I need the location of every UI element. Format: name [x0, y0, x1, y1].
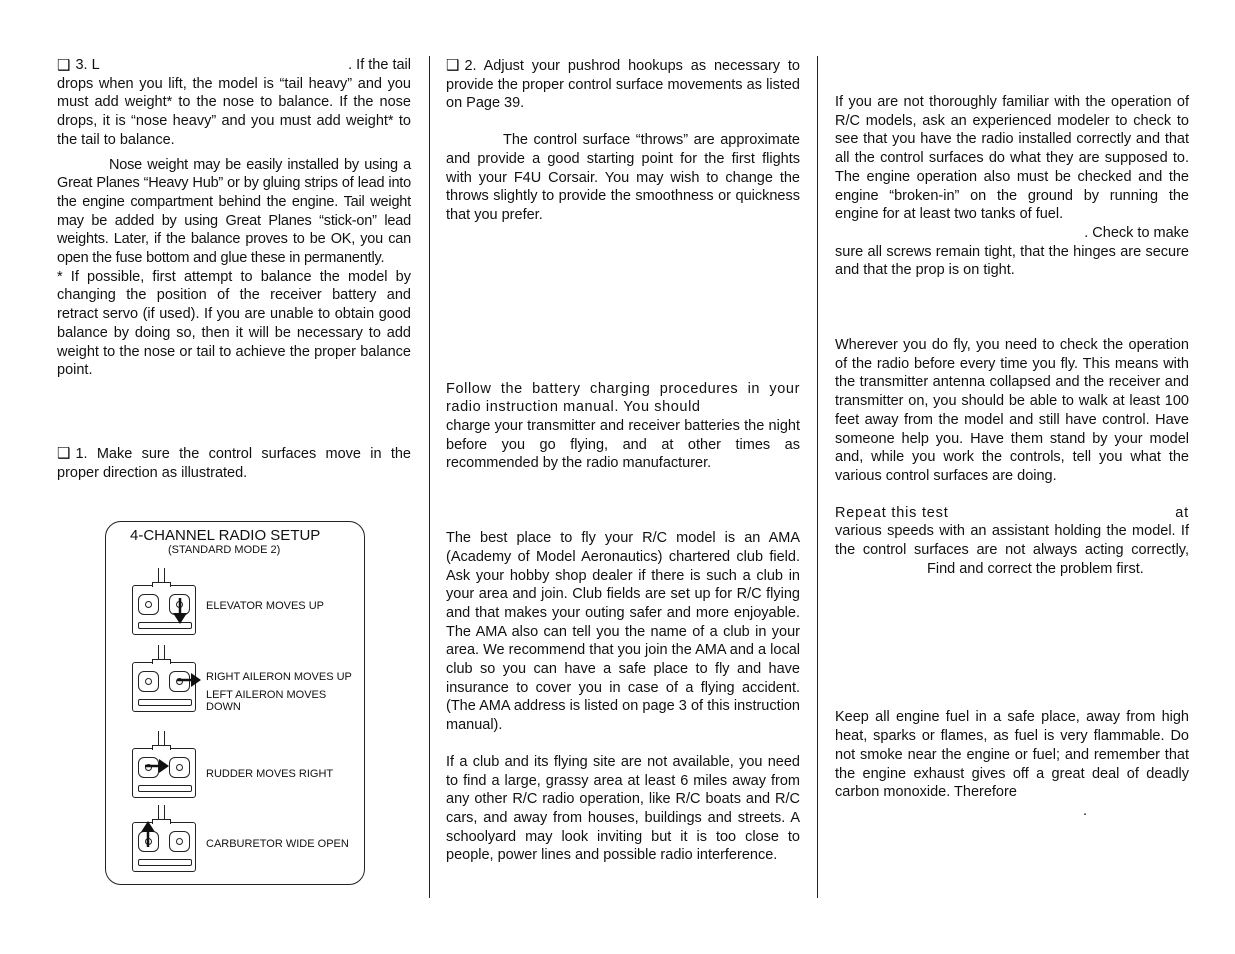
flying-site-alternative: If a club and its flying site are not available, you need to find a large, grassy area at least 6 miles away from any other R/C radio operation, like R/C boats and R/C cars, and away from houses, buildings and streets. A schoolyard may look inviting but it is too close to people, power lines and possible radio interference.	[446, 753, 800, 864]
balance-step-3: ❑ 3. L . If the tail	[57, 56, 411, 74]
checkbox-icon[interactable]: ❑	[446, 56, 460, 74]
column-2	[446, 56, 800, 865]
label-aileron-right: RIGHT AILERON MOVES UP	[206, 671, 352, 683]
ground-check-rest: sure all screws remain tight, that the hinges are secure and that the prop is on tight.	[835, 243, 1189, 279]
ground-check-cont: . Check to make	[1084, 224, 1189, 241]
arrow-down-icon	[173, 598, 187, 624]
fuel-safety-end: .	[1083, 802, 1088, 819]
column-3	[835, 56, 1189, 821]
repeat-test-text: various speeds with an assistant holding the model. If the control surfaces are not always acting correctly,Find and correct the problem first.	[835, 523, 1189, 577]
battery-charging-text-cont: charge your transmitter and receiver batteries the night before you go flying, and at other times as recommended by the radio manufacturer.	[446, 418, 800, 472]
label-rudder: RUDDER MOVES RIGHT	[206, 768, 334, 780]
ground-check-text: If you are not thoroughly familiar with the operation of R/C models, ask an experienced modeler to check to see that you have the radio installed correctly and that all the control surfaces do what they are supposed to. The engine operation also must be checked and the engine “broken-in” on the ground by running the engine for at least two tanks of fuel.	[835, 94, 1189, 223]
control-check-step-2: ❑ 2. Adjust your pushrod hookups as necessary to provide the proper control surface movements as listed on Page 39.	[446, 56, 800, 112]
checkbox-icon[interactable]: ❑	[57, 443, 71, 462]
diagram-title: 4-CHANNEL RADIO SETUP	[130, 527, 321, 544]
arrow-right-icon	[177, 673, 201, 687]
transmitter-elevator	[132, 585, 196, 635]
arrow-up-icon	[141, 821, 155, 847]
checkbox-icon[interactable]: ❑	[57, 56, 71, 74]
label-carburetor: CARBURETOR WIDE OPEN	[206, 838, 349, 850]
transmitter-rudder	[132, 748, 196, 798]
label-elevator: ELEVATOR MOVES UP	[206, 600, 324, 612]
radio-setup-diagram	[105, 521, 365, 885]
transmitter-aileron	[132, 662, 196, 712]
column-divider-left	[429, 56, 430, 898]
balance-footnote: * If possible, first attempt to balance the model by changing the position of the receiver battery and retract servo (if used). If you are unable to obtain good balance by doing so, then it will be necessary to add weight to the nose or tail to achieve the proper balance point.	[57, 268, 411, 379]
balance-step-3-body: drops when you lift, the model is “tail heavy” and you must add weight* to the nose to balance. If the nose drops, it is “nose heavy” and you must add weight* to the tail to balance.	[57, 75, 411, 148]
control-check-step-1: ❑ 1. Make sure the control surfaces move in the proper direction as illustrated.	[57, 443, 411, 481]
nose-weight-note: Nose weight may be easily installed by using a Great Planes “Heavy Hub” or by gluing strips of lead into the engine compartment behind the engine. Tail weight may be added by using Great Planes “stick-on” lead weights. Later, if the balance proves to be OK, you can open the fuse bottom and glue these in permanently.	[57, 156, 411, 267]
arrow-right-icon	[145, 759, 169, 773]
repeat-test-line: Repeat this test at	[835, 504, 1189, 521]
range-check-text: Wherever you do fly, you need to check the operation of the radio before every time you fly. This means with the transmitter antenna collapsed and the receiver and transmitter on, you should be able to walk at least 100 feet away from the model and still have control. Have someone help you. Have them stand by your model and, while you work the controls, tell you what the various control surfaces are doing.	[835, 337, 1189, 484]
flying-site-ama: The best place to fly your R/C model is an AMA (Academy of Model Aeronautics) chartered club field. Ask your hobby shop dealer if there is such a club in your area and join. Club fields are set up for R/C flying and that makes your outing safer and more enjoyable. The AMA also can tell you the name of a club in your area. We recommend that you join the AMA and a local club so you can have a safe place to fly and have insurance to cover you in case of a flying accident. (The AMA address is listed on page 3 of this instruction manual).	[446, 530, 800, 734]
diagram-subtitle: (STANDARD MODE 2)	[168, 544, 281, 556]
throws-note: The control surface “throws” are approximate and provide a good starting point for the first flights with your F4U Corsair. You may wish to change the throws slightly to provide the smoothness or quickness that you prefer.	[446, 132, 800, 223]
column-divider-right	[817, 56, 818, 898]
label-aileron-left: LEFT AILERON MOVES DOWN	[206, 689, 327, 713]
fuel-safety-text: Keep all engine fuel in a safe place, away from high heat, sparks or flames, as fuel is very flammable. Do not smoke near the engine or fuel; and remember that the engine exhaust gives off a great deal of deadly carbon monoxide. Therefore	[835, 709, 1189, 801]
column-1	[57, 56, 411, 482]
battery-charging-text: Follow the battery charging procedures in your radio instruction manual. You should	[446, 380, 800, 416]
transmitter-throttle	[132, 822, 196, 872]
